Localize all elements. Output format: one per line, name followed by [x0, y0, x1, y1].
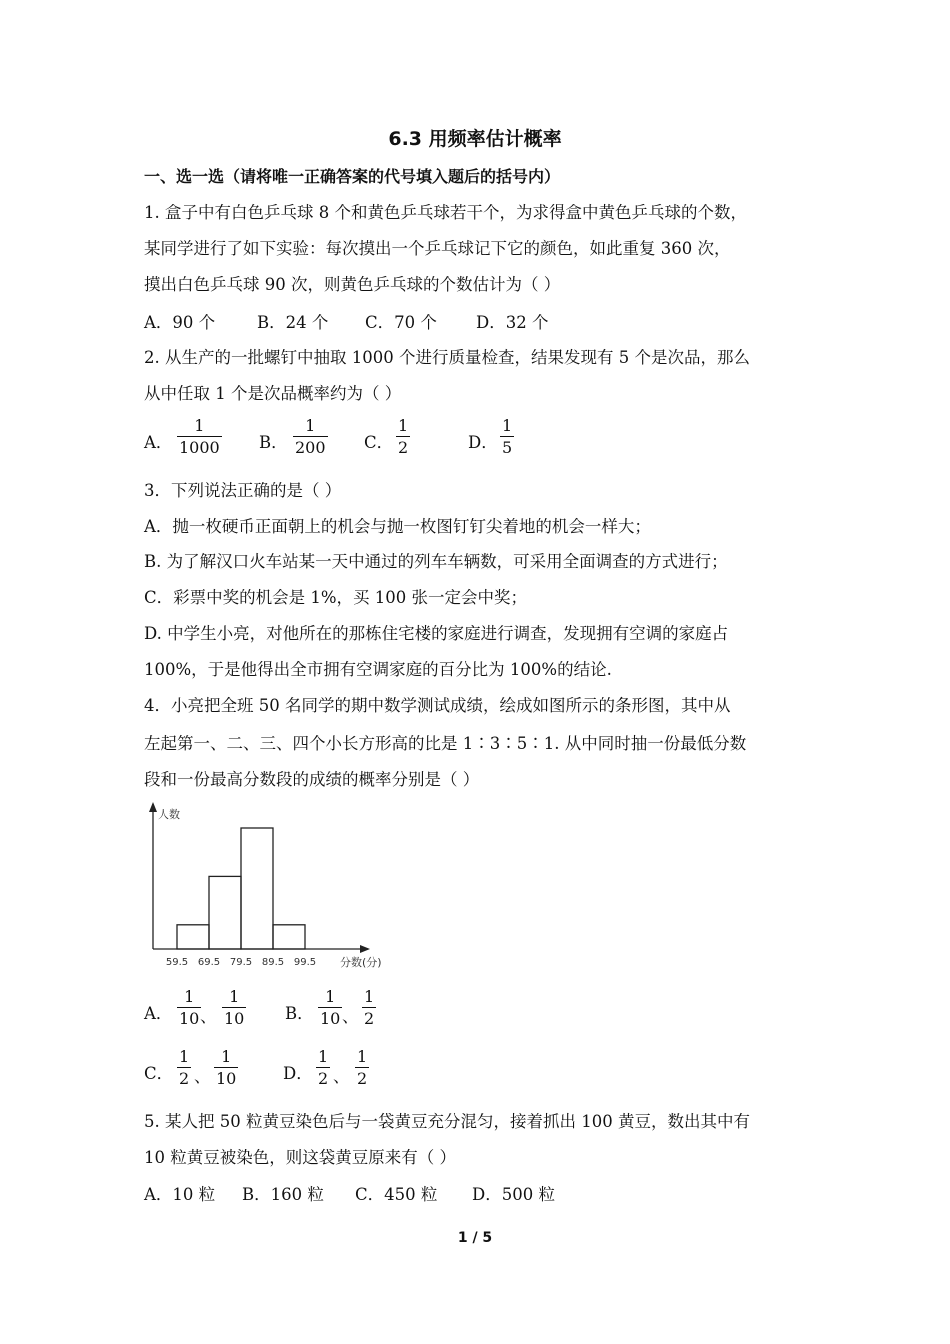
- fraction-denominator: 2: [318, 1069, 329, 1088]
- q4-option-b-fraction-2: [362, 989, 376, 1027]
- fraction-numerator: 1: [229, 987, 240, 1006]
- fraction-numerator: 1: [305, 416, 316, 435]
- q2-line: 2. 从生产的一批螺钉中抽取 1000 个进行质量检查，结果发现有 5 个是次品，那么: [144, 348, 750, 367]
- q5-option-b: B．160 粒: [242, 1185, 324, 1204]
- fraction-numerator: 1: [357, 1047, 368, 1066]
- fraction-numerator: 1: [502, 416, 513, 435]
- q4-option-d-label: D．: [283, 1064, 313, 1083]
- q5-line: 5. 某人把 50 粒黄豆染色后与一袋黄豆充分混匀，接着抓出 100 黄豆，数出其中有: [144, 1112, 750, 1131]
- fraction-denominator: 10: [320, 1009, 341, 1028]
- q3-option-b: B. 为了解汉口火车站某一天中通过的列车车辆数，可采用全面调查的方式进行；: [144, 552, 728, 571]
- histogram-bar: [177, 925, 209, 949]
- q1-line: 摸出白色乒乓球 90 次，则黄色乒乓球的个数估计为（ ）: [144, 275, 561, 294]
- q3-option-a: A．抛一枚硬币正面朝上的机会与抛一枚图钉钉尖着地的机会一样大；: [144, 517, 651, 536]
- fraction-denominator: 200: [295, 438, 326, 457]
- q5-option-c: C．450 粒: [355, 1185, 438, 1204]
- x-tick-label: 89.5: [261, 957, 285, 968]
- fraction-denominator: 5: [502, 438, 513, 457]
- fraction-denominator: 1000: [179, 438, 220, 457]
- x-tick-label: 79.5: [229, 957, 253, 968]
- q1-option-c: C．70 个: [365, 313, 437, 332]
- page-title: 6.3 用频率估计概率: [388, 128, 562, 150]
- q4-option-a-fraction-2: [222, 989, 246, 1027]
- fraction-numerator: 1: [325, 987, 336, 1006]
- q4-option-b-label: B．: [285, 1004, 314, 1023]
- q1-line: 某同学进行了如下实验：每次摸出一个乒乓球记下它的颜色，如此重复 360 次，: [144, 239, 731, 258]
- section-heading: 一、选一选（请将唯一正确答案的代号填入题后的括号内）: [144, 167, 561, 186]
- q4-line: 左起第一、二、三、四个小长方形高的比是 1∶3∶5∶1. 从中同时抽一份最低分数: [144, 734, 747, 753]
- q2-option-d-label: D．: [468, 433, 498, 452]
- fraction-denominator: 10: [224, 1009, 245, 1028]
- fraction-numerator: 1: [318, 1047, 329, 1066]
- q4-option-d-sep: 、: [333, 1067, 350, 1086]
- fraction-denominator: 2: [398, 438, 409, 457]
- q4-option-d-fraction-1: [316, 1049, 330, 1087]
- histogram-chart: [140, 798, 400, 978]
- q3-option-c: C．彩票中奖的机会是 1%，买 100 张一定会中奖；: [144, 588, 528, 607]
- q4-option-c-fraction-2: [214, 1049, 238, 1087]
- histogram-bar: [209, 876, 241, 949]
- fraction-numerator: 1: [398, 416, 409, 435]
- q4-option-a-label: A．: [144, 1004, 173, 1023]
- q2-option-a-fraction: [177, 418, 222, 456]
- x-tick-label: 99.5: [293, 957, 317, 968]
- q4-option-b-fraction-1: [318, 989, 342, 1027]
- x-tick-label: 59.5: [165, 957, 189, 968]
- q4-option-b-sep: 、: [342, 1007, 359, 1026]
- page-number: 1 / 5: [457, 1230, 493, 1246]
- fraction-denominator: 10: [216, 1069, 237, 1088]
- q1-option-b: B．24 个: [257, 313, 329, 332]
- q5-option-a: A．10 粒: [144, 1185, 216, 1204]
- fraction-numerator: 1: [179, 1047, 190, 1066]
- histogram-bar: [241, 828, 273, 949]
- q4-option-c-fraction-1: [177, 1049, 191, 1087]
- x-tick-label: 69.5: [197, 957, 221, 968]
- q2-option-a-label: A．: [144, 433, 173, 452]
- y-axis-label: 人数: [158, 808, 180, 821]
- fraction-denominator: 2: [364, 1009, 375, 1028]
- q2-option-d-fraction: [500, 418, 514, 456]
- y-axis-arrow: [149, 802, 157, 812]
- q1-line: 1. 盒子中有白色乒乓球 8 个和黄色乒乓球若干个，为求得盒中黄色乒乓球的个数，: [144, 203, 747, 222]
- fraction-numerator: 1: [221, 1047, 232, 1066]
- x-axis-arrow: [360, 945, 370, 953]
- q4-option-a-fraction-1: [177, 989, 201, 1027]
- q5-option-d: D．500 粒: [472, 1185, 555, 1204]
- q2-option-b-fraction: [293, 418, 328, 456]
- q3-line: 3．下列说法正确的是（ ）: [144, 481, 342, 500]
- q1-option-a: A．90 个: [144, 313, 216, 332]
- fraction-numerator: 1: [194, 416, 205, 435]
- fraction-numerator: 1: [184, 987, 195, 1006]
- q3-option-d: D. 中学生小亮，对他所在的那栋住宅楼的家庭进行调查，发现拥有空调的家庭占: [144, 624, 729, 643]
- fraction-denominator: 2: [357, 1069, 368, 1088]
- q2-option-c-fraction: [396, 418, 410, 456]
- fraction-denominator: 10: [179, 1009, 200, 1028]
- q3-option-d-cont: 100%，于是他得出全市拥有空调家庭的百分比为 100%的结论.: [144, 660, 612, 679]
- q4-option-a-sep: 、: [200, 1007, 217, 1026]
- x-axis-label: 分数(分): [340, 956, 382, 969]
- q2-option-b-label: B．: [259, 433, 288, 452]
- fraction-numerator: 1: [364, 987, 375, 1006]
- q2-line: 从中任取 1 个是次品概率约为（ ）: [144, 384, 402, 403]
- q4-option-c-label: C．: [144, 1064, 174, 1083]
- q4-line: 段和一份最高分数段的成绩的概率分别是（ ）: [144, 770, 480, 789]
- q1-option-d: D．32 个: [476, 313, 549, 332]
- q4-line: 4．小亮把全班 50 名同学的期中数学测试成绩，绘成如图所示的条形图，其中从: [144, 696, 731, 715]
- q4-option-c-sep: 、: [194, 1067, 211, 1086]
- histogram-bar: [273, 925, 305, 949]
- q5-line: 10 粒黄豆被染色，则这袋黄豆原来有（ ）: [144, 1148, 456, 1167]
- fraction-denominator: 2: [179, 1069, 190, 1088]
- q4-option-d-fraction-2: [355, 1049, 369, 1087]
- q2-option-c-label: C．: [364, 433, 394, 452]
